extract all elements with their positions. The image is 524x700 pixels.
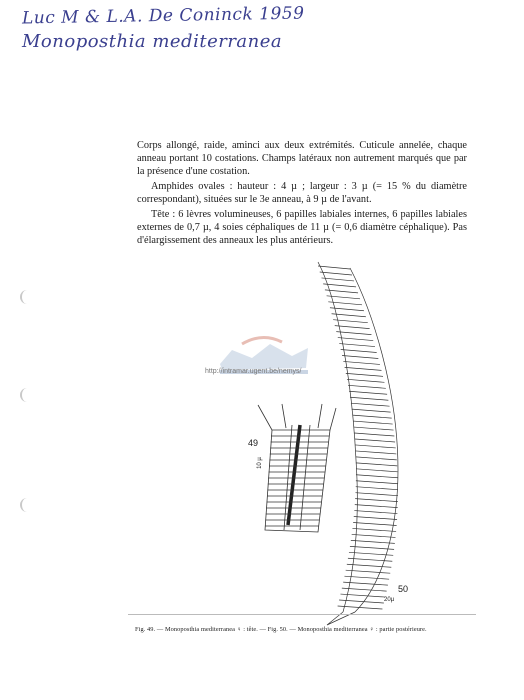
cuticle-annulus: [342, 355, 378, 358]
cuticle-annulus: [346, 373, 383, 376]
cuticle-annulus: [355, 439, 395, 442]
cuticle-annulus: [348, 558, 392, 561]
figure-label-49: 49: [248, 438, 259, 448]
cuticle-annulus: [345, 367, 382, 370]
figure-label-50: 50: [398, 584, 409, 594]
cuticle-annulus: [354, 517, 397, 520]
cuticle-annulus: [318, 266, 350, 269]
cuticle-annulus: [355, 505, 398, 508]
cuticle-annulus: [350, 397, 388, 400]
cuticle-annulus: [356, 481, 398, 484]
cuticle-annulus: [320, 272, 352, 275]
cuticle-annulus: [356, 487, 398, 490]
cuticle-annulus: [353, 522, 396, 525]
cuticle-annulus: [350, 546, 394, 549]
cuticle-annulus: [339, 344, 375, 347]
watermark-url: http://intramar.ugent.be/nemys/: [205, 368, 302, 375]
cuticle-annulus: [351, 403, 390, 406]
cuticle-annulus: [348, 385, 386, 388]
cuticle-annulus: [356, 475, 398, 478]
cuticle-annulus: [352, 528, 396, 531]
cuticle-annulus: [355, 499, 398, 502]
cuticle-annulus: [353, 421, 392, 424]
handwritten-authors: Luc M & L.A. De Coninck 1959: [21, 3, 305, 29]
fig49-head: [258, 404, 336, 532]
paragraph-text: Corps allongé, raide, aminci aux deux extrémités. Cuticule annelée, chaque anneau portant 10 costations. Champs latéraux non autrement marqués que par la présence d'une costation.: [137, 140, 467, 178]
cuticle-annulus: [347, 379, 384, 382]
cuticle-annulus: [335, 326, 370, 329]
cuticle-annulus: [354, 427, 394, 430]
cuticle-annulus: [338, 338, 373, 341]
caption-divider: [128, 614, 476, 615]
cuticle-annulus: [343, 361, 380, 364]
cuticle-annulus: [336, 332, 371, 335]
cuticle-annulus: [349, 391, 387, 394]
cuticle-annulus: [356, 451, 397, 454]
paragraph-text: Tête : 6 lèvres volumineuses, 6 papilles labiales internes, 6 papilles labiales externes de 0,7 µ, 4 soies céphaliques de 11 µ (= 0,6 diamètre céphalique). Pas d'élargissement des anneaux les plus antérieurs.: [137, 209, 467, 247]
cuticle-annulus: [352, 409, 391, 412]
cuticle-annulus: [341, 350, 377, 353]
fig50-posterior-body: [318, 262, 398, 625]
cuticle-annulus: [351, 540, 395, 543]
cuticle-annulus: [356, 469, 398, 472]
handwritten-species-name: Monoposthia mediterranea: [22, 31, 283, 52]
cuticle-annulus: [353, 415, 392, 418]
cuticle-annulus: [352, 534, 396, 537]
cuticle-annulus: [356, 457, 397, 460]
cuticle-annulus: [356, 463, 397, 466]
cuticle-annulus: [354, 511, 397, 514]
cuticle-annulus: [347, 564, 391, 567]
cuticle-annulus: [355, 493, 397, 496]
figure-caption: Fig. 49. — Monoposthia mediterranea ♀ : tête. — Fig. 50. — Monoposthia mediterranea ♀ : partie postérieure.: [135, 626, 427, 633]
cuticle-annulus: [354, 433, 394, 436]
paragraph-text: Amphides ovales : hauteur : 4 µ ; largeur : 3 µ (= 15 % du diamètre correspondant), situées sur le 3e anneau, à 9 µ de l'avant.: [137, 181, 467, 206]
scale-bar-49: 10 µ: [256, 457, 263, 469]
cuticle-annulus: [355, 445, 396, 448]
scale-bar-50: 20µ: [384, 597, 395, 603]
cuticle-annulus: [346, 570, 391, 573]
